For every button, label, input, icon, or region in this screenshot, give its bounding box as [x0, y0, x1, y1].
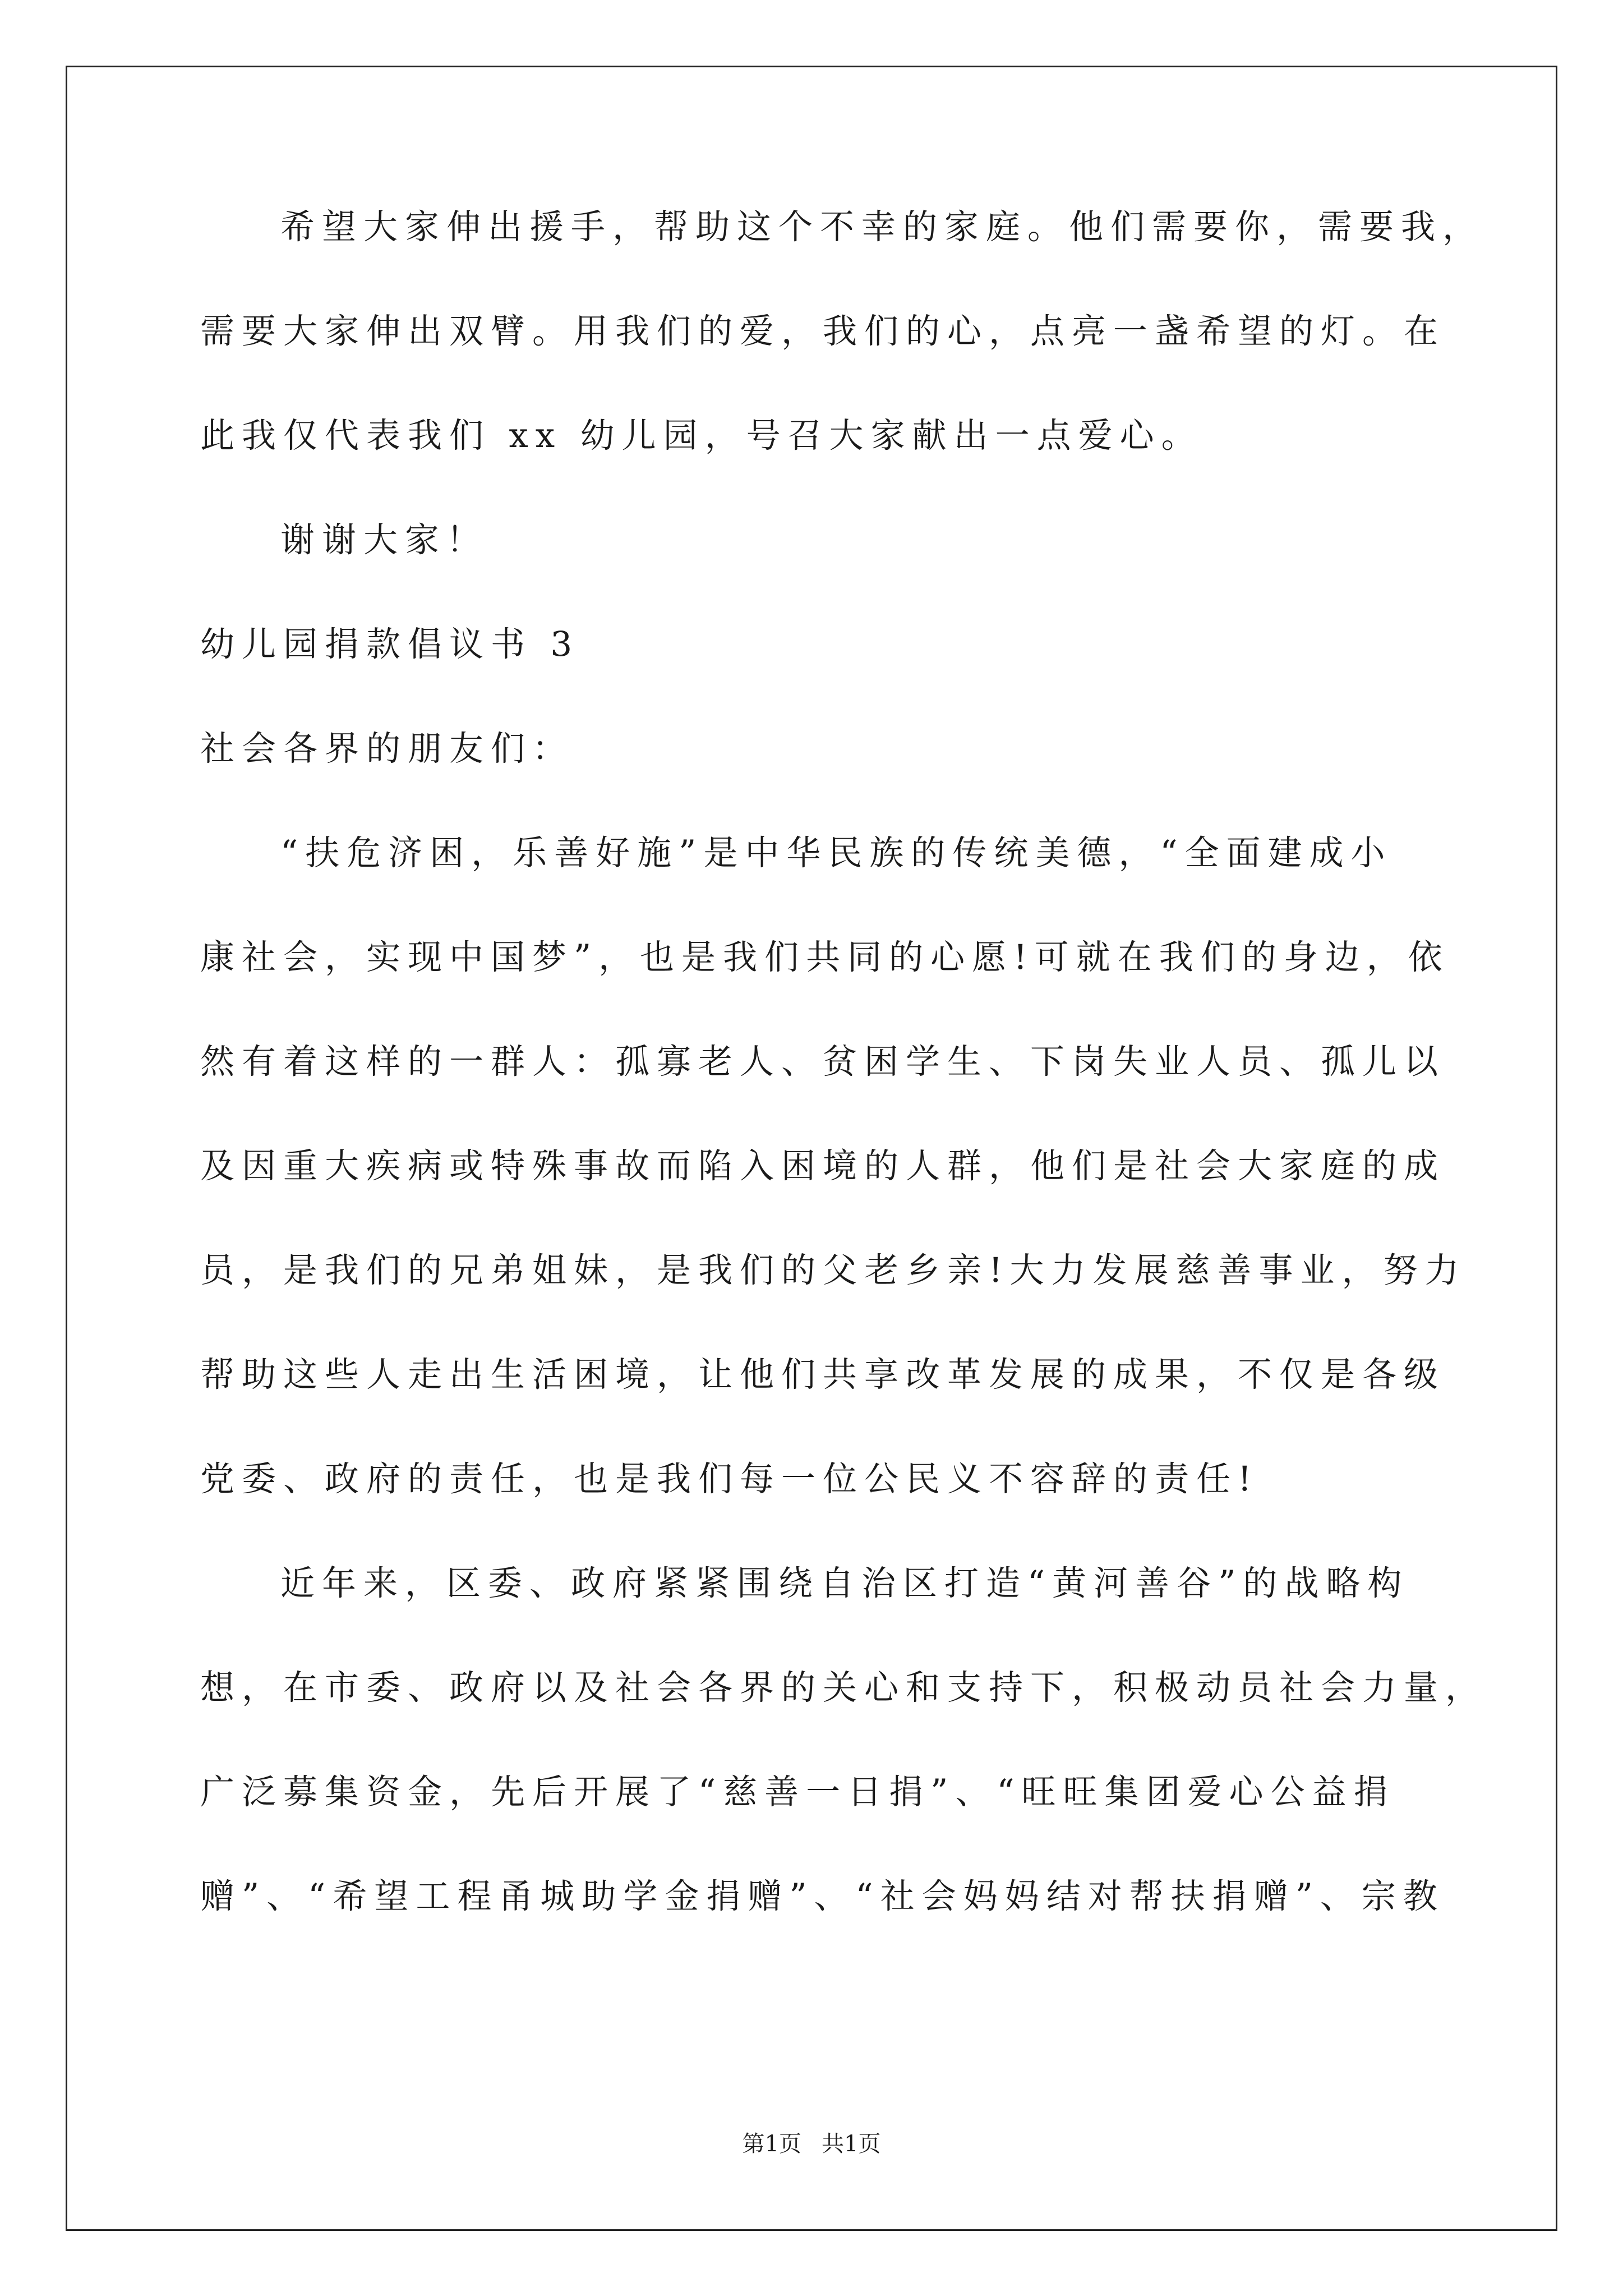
paragraph-line: 党委、政府的责任，也是我们每一位公民义不容辞的责任! — [200, 1459, 1259, 1499]
salutation: 社会各界的朋友们： — [200, 729, 574, 769]
closing-thanks: 谢谢大家！ — [280, 520, 488, 560]
paragraph-line: 此我仅代表我们 xx 幼儿园，号召大家献出一点爱心。 — [200, 416, 1203, 455]
paragraph-line: 员，是我们的兄弟姐妹，是我们的父老乡亲!大力发展慈善事业，努力 — [200, 1250, 1467, 1290]
paragraph-line: 及因重大疾病或特殊事故而陷入困境的人群，他们是社会大家庭的成 — [200, 1146, 1446, 1186]
paragraph-line: 希望大家伸出援手，帮助这个不幸的家庭。他们需要你，需要我， — [280, 207, 1484, 247]
paragraph-line: “扶危济困，乐善好施”是中华民族的传统美德，“全面建成小 — [280, 833, 1393, 873]
paragraph-line: 然有着这样的一群人：孤寡老人、贫困学生、下岗失业人员、孤儿以 — [200, 1042, 1446, 1082]
paragraph-line: 帮助这些人走出生活困境，让他们共享改革发展的成果，不仅是各级 — [200, 1355, 1446, 1395]
paragraph-line: 康社会，实现中国梦”，也是我们共同的心愿!可就在我们的身边，依 — [200, 937, 1450, 977]
page-footer — [0, 2130, 1623, 2158]
paragraph-line: 赠”、“希望工程甬城助学金捐赠”、“社会妈妈结对帮扶捐赠”、宗教 — [200, 1876, 1445, 1916]
paragraph-line: 近年来，区委、政府紧紧围绕自治区打造“黄河善谷”的战略构 — [280, 1563, 1409, 1603]
paragraph-line: 需要大家伸出双臂。用我们的爱，我们的心，点亮一盏希望的灯。在 — [200, 311, 1446, 351]
paragraph-line: 想，在市委、政府以及社会各界的关心和支持下，积极动员社会力量， — [200, 1668, 1487, 1708]
page-total: 共1页 — [822, 2131, 881, 2157]
page-number: 第1页 — [742, 2131, 801, 2157]
section-title: 幼儿园捐款倡议书 3 — [200, 624, 580, 664]
paragraph-line: 广泛募集资金，先后开展了“慈善一日捐”、“旺旺集团爱心公益捐 — [200, 1772, 1395, 1812]
